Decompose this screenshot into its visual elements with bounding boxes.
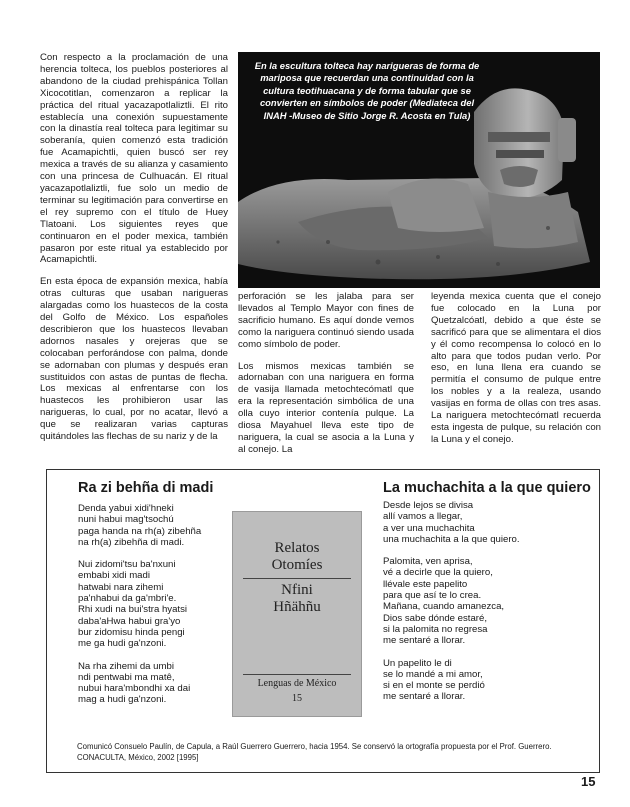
poem-line: Un papelito le di [383,657,452,669]
spanish-poem [383,500,520,714]
page-number: 15 [581,774,596,789]
poem-line: daba'aHwa habui gra'yo [78,615,181,627]
poem-credits [77,742,597,763]
poem-line: Dios sabe dónde estaré, [383,612,487,624]
poem-line: llévale este papelito [383,578,468,590]
book-title [233,540,361,574]
spanish-poem-title: La muchachita a la que quiero [383,480,591,496]
book-divider [243,578,351,579]
poem-line: pa'nhabui da ga'mbri'e. [78,593,177,605]
otomi-stanza-2 [78,559,201,649]
poem-line: a ver una muchachita [383,522,475,534]
poem-line: Desde lejos se divisa [383,500,474,511]
book-subtitle [233,582,361,616]
poem-line: para que así te lo crea. [383,590,482,602]
poem-line: Mañana, cuando amanezca, [383,601,505,613]
poem-line: me sentaré a llorar. [383,635,466,647]
poem-line: ndi pentwabi ma matê, [78,671,175,683]
book-number: 15 [292,693,302,704]
poem-line: vé a decirle que la quiero, [383,567,493,579]
poem-line: Nui zidomi'tsu ba'nxuni [78,559,176,571]
middle-column [238,291,414,466]
spanish-stanza-2 [383,556,520,646]
poem-line: hatwabi nara zihemi [78,581,164,593]
credits-line: CONACULTA, México, 2002 [1995] [77,752,199,762]
poem-line: nuni habui mag'tsochú [78,514,174,526]
photo-caption: En la escultura tolteca hay narigueras de forma de mariposa que recuerdan una continuidad con la cultura teotihuacana y de forma tabular que se convierten en símbolos de poder (Mediateca del INAH -Museo de Sitio Jorge R. Acosta en Tula) [254,60,480,121]
poem-line: se lo mandé a mi amor, [383,668,483,680]
otomi-stanza-1 [78,503,201,548]
book-subtitle-line: Hñähñu [273,599,321,615]
right-column [431,291,601,456]
poem-line: mag a hudi ga'nzoni. [78,694,167,706]
poem-line: paga handa na rh(a) zibehña [78,525,202,537]
poem-line: si en el monte se perdió [383,680,485,692]
otomi-poem [78,503,201,717]
poem-line: nubui hara'mbondhi xa dai [78,683,191,695]
book-divider [243,674,351,675]
poem-line: me sentaré a llorar. [383,691,466,703]
spanish-stanza-1 [383,500,520,545]
poem-line: allí vamos a llegar, [383,511,463,523]
poem-line: me ga hudi ga'nzoni. [78,638,167,650]
poem-line: na rh(a) zibehña di madi. [78,536,185,548]
book-subtitle-line: Nfini [281,582,313,598]
poem-line: Denda yabui xidi'hneki [78,503,174,514]
middle-paragraph-1: perforación se les jalaba para ser llevados al Templo Mayor con fines de sacrificio humano. Es aquí donde vemos como la nariguera continuó siendo usada como símbolo de poder. [238,291,414,350]
otomi-poem-title: Ra zi behña di madi [78,480,214,496]
poem-line: embabi xidi madi [78,570,150,582]
credits-line: Comunicó Consuelo Paulín, de Capula, a Raúl Guerrero Guerrero, hacia 1954. Se conservó la ortografía propuesta por el Prof. Guerrero. [77,742,552,751]
left-paragraph-1: Con respecto a la proclamación de una herencia tolteca, los pueblos posteriores al abandono de la ciudad prehispánica Tollan Xicocotitlan, comenzaron a replicar la práctica del ritual yacazapotlaliztli. El rito establecía una conexión supuestamente con la dinastía real tolteca para legitimar su soberanía, quien comenzó esta tradición fue Acamapichtli, quien buscó ser rey mexica a través de su alianza y casamiento con una princesa de Culhuacán. El ritual yacazapotlaliztli, fue solo un medio de terminar su legitimación para convertirse en el rey supremo con el título de Huey Tlatoani. Los siguientes reyes que continuaron en el poder mexica, también pasaron por este ritual ya establecido por Acamapichtli. [40,52,228,266]
book-title-line: Relatos [274,540,320,556]
middle-paragraph-2: Los mismos mexicas también se adornaban con una nariguera en forma de vasija llamada metochtecómatl que era la representación simbólica de una olla cuyo interior contenía pulque. La diosa Mayahuel lleva este tipo de nariguera, la cual se asocia a la Luna y al conejo. La [238,360,414,455]
otomi-stanza-3 [78,661,201,706]
poem-line: si la palomita no regresa [383,623,488,635]
poem-line: bur zidomisu hinda pengi [78,626,185,638]
right-paragraph-1: leyenda mexica cuenta que el conejo fue colocado en la Luna por Quetzalcóatl, debido a que éste se sacrificó para que se alimentara el dios y él como recompensa lo colocó en lo alto para que todos pudan verlo. Por eso, en luna llena era cuando se permitía el consumo de pulque entre los nobles y a la realeza, usando vasijas en forma de ollas con tres asas. La nariguera metochtecómatl recuerda esta ingesta de pulque, su relación con la Luna y el conejo. [431,291,601,445]
poem-line: Rhi xudi na bui'stra hyatsi [78,604,188,616]
poem-line: una muchachita a la que quiero. [383,533,520,545]
book-series: Lenguas de México [257,678,337,689]
sculpture-photo [238,52,600,288]
book-cover-image [232,511,362,717]
left-column [40,52,228,453]
book-title-line: Otomíes [271,557,323,573]
left-paragraph-2: En esta época de expansión mexica, había otras culturas que usaban narigueras alargadas como los huastecos de la costa del Golfo de México. Los españoles describieron que los huastecos llevaban adornos nasales y orejeras que se colocaban perforándose con palma, donde se adornaban con plumas y después eran sustituidos con astas de puntas de flecha. Los mexicas al enfrentarse con los huastecos les prohibieron usar las narigueras, lo cual, por no acatar, llevó a que se realizaran varias capturas quitándoles las flechas de su nariz y de la [40,276,228,443]
poem-line: Palomita, ven aprisa, [383,556,473,568]
poem-line: Na rha zihemi da umbi [78,660,174,672]
spanish-stanza-3 [383,658,520,703]
